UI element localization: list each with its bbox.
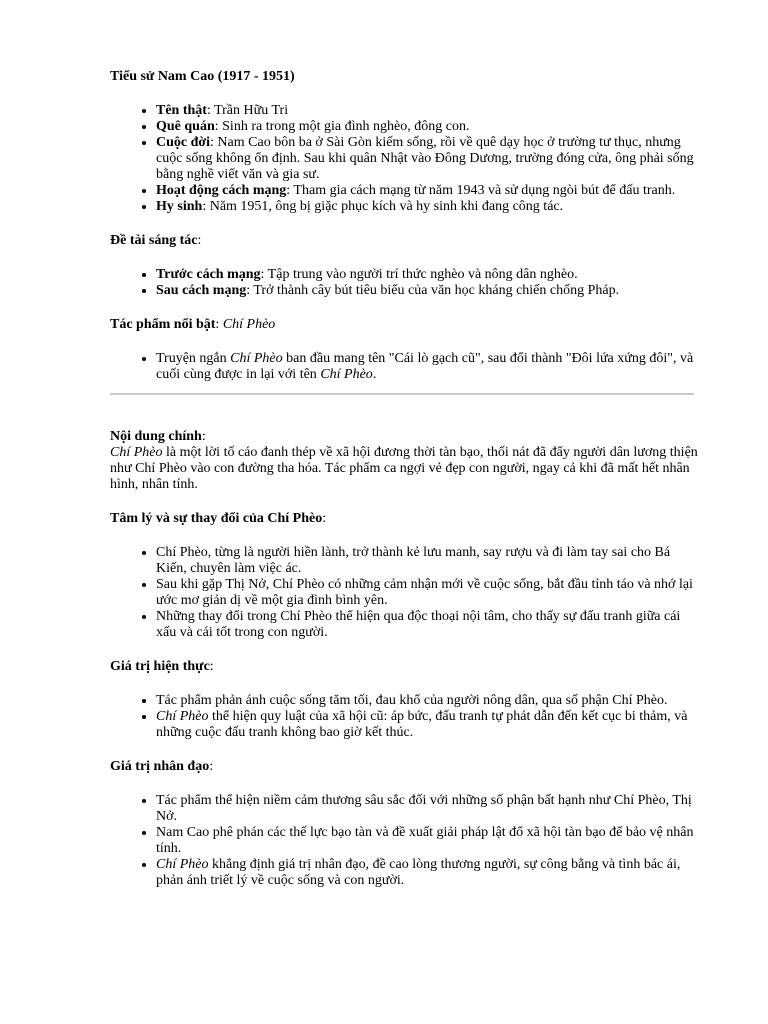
- list-item: • Quê quán: Sinh ra trong một gia đình nghèo, đông con.: [156, 119, 700, 135]
- psych-heading: Tâm lý và sự thay đổi của Chí Phèo:: [110, 511, 327, 526]
- list-item: • Trước cách mạng: Tập trung vào người trí thức nghèo và nông dân nghèo.: [156, 267, 700, 283]
- list-item: • Tác phẩm thể hiện niềm cảm thương sâu sắc đối với những số phận bất hạnh như Chí Phèo, Thị Nở.: [156, 793, 700, 825]
- realism-heading: Giá trị hiện thực:: [110, 659, 214, 674]
- topics-heading: Đề tài sáng tác:: [110, 233, 202, 248]
- list-item: • Cuộc đời: Nam Cao bôn ba ở Sài Gòn kiếm sống, rồi về quê dạy học ở trường tư thục, nhưng cuộc sống không ổn định. Sau khi quân Nhật vào Đông Dương, trường đóng cửa, ông phải sống bằng nghề viết văn và gia sư.: [156, 135, 700, 183]
- list-item: • Tác phẩm phản ánh cuộc sống tăm tối, đau khổ của người nông dân, qua số phận Chí Phèo.: [156, 693, 700, 709]
- main-heading: Nội dung chính:: [110, 429, 206, 444]
- list-item: • Hoạt động cách mạng: Tham gia cách mạng từ năm 1943 và sử dụng ngòi bút để đấu tranh.: [156, 183, 700, 199]
- list-item: • Tên thật: Trần Hữu Tri: [156, 103, 700, 119]
- list-item: • Sau cách mạng: Trở thành cây bút tiêu biểu của văn học kháng chiến chống Pháp.: [156, 283, 700, 299]
- list-item: • Chí Phèo thể hiện quy luật của xã hội cũ: áp bức, đấu tranh tự phát dẫn đến kết cục bi thảm, và những cuộc đấu tranh không bao giờ kết thúc.: [156, 709, 700, 741]
- works-list: [110, 351, 700, 383]
- list-item: • Chí Phèo, từng là người hiền lành, trở thành kẻ lưu manh, say rượu và đi làm tay sai cho Bá Kiến, chuyên làm việc ác.: [156, 545, 700, 577]
- list-item: • Truyện ngắn Chí Phèo ban đầu mang tên "Cái lò gạch cũ", sau đổi thành "Đôi lứa xứng đôi", và cuối cùng được in lại với tên Chí Phèo.: [156, 351, 700, 383]
- humanism-heading: Giá trị nhân đạo:: [110, 759, 214, 774]
- humanism-list: [110, 793, 700, 889]
- list-item: • Những thay đổi trong Chí Phèo thể hiện qua độc thoại nội tâm, cho thấy sự đấu tranh giữa cái xấu và cái tốt trong con người.: [156, 609, 700, 641]
- realism-list: [110, 693, 700, 741]
- document-content: [110, 69, 700, 889]
- works-heading: Tác phẩm nổi bật: Chí Phèo: [110, 317, 276, 332]
- list-item: • Sau khi gặp Thị Nở, Chí Phèo có những cảm nhận mới về cuộc sống, bắt đầu tỉnh táo và nhớ lại ước mơ giản dị về một gia đình bình yên.: [156, 577, 700, 609]
- bio-list: [110, 103, 700, 215]
- bio-heading: Tiểu sử Nam Cao (1917 - 1951): [110, 69, 295, 84]
- psych-list: [110, 545, 700, 641]
- main-paragraph: Chí Phèo là một lời tố cáo đanh thép về xã hội đương thời tàn bạo, thối nát đã đẩy người dân lương thiện như Chí Phèo vào con đường tha hóa. Tác phẩm ca ngợi vẻ đẹp con người, ngay cả khi đã mất hết nhân hình, nhân tính.: [110, 445, 698, 492]
- topics-list: [110, 267, 700, 299]
- list-item: • Chí Phèo khẳng định giá trị nhân đạo, đề cao lòng thương người, sự công bằng và tình bác ái, phản ánh triết lý về cuộc sống và con người.: [156, 857, 700, 889]
- list-item: • Hy sinh: Năm 1951, ông bị giặc phục kích và hy sinh khi đang công tác.: [156, 199, 700, 215]
- list-item: • Nam Cao phê phán các thế lực bạo tàn và đề xuất giải pháp lật đổ xã hội tàn bạo để bảo vệ nhân tính.: [156, 825, 700, 857]
